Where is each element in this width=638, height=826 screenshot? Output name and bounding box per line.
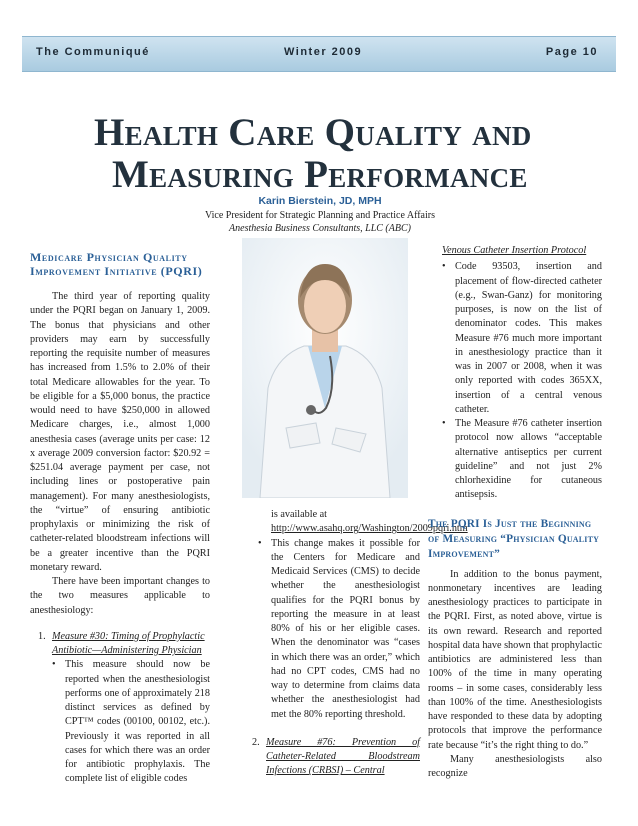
section-heading-pqri: Medicare Physician Quality Improvement Initiative (PQRI) bbox=[30, 250, 203, 278]
measure-30-title: Measure #30: Timing of Prophylactic Antibiotic—Administering Physician bbox=[52, 630, 205, 656]
page-number: Page 10 bbox=[545, 46, 598, 58]
doctor-photo bbox=[242, 238, 408, 498]
list-item: • Code 93503, insertion and placement of flow-directed catheter (e.g., Swan-Ganz) for monitoring purposes, is now on the list of denominator codes. This makes Measure #76 much more important in anesthesiology practice than it was in 2007 or 2008, when it was only reported with codes 365XX, insertion of a central venous catheter. bbox=[442, 260, 602, 417]
paragraph: The third year of reporting quality under the PQRI began on January 1, 2009. The bonus that physicians and other providers may earn by successfully reporting the requisite number of measures has increased from 1.5% to 2.0% of their total Medicare allowables for the year. To be eligible for a $5,000 bonus, the practice would need to have $250,000 in allowed Medicare charges, i.e., almost 1,000 anesthesia cases (average units per case: 12 x average 2009 conversion factor: $20.92 = $251.04 average payment per case, not including lines or postoperative pain management). For many anesthesiologists, the “virtue” of ensuring antibiotic prophylaxis or minimizing the risk of catheter-related bloodstream infections will be a greater incentive than the PQRI monetary reward. bbox=[30, 291, 210, 573]
section-heading-beginning: The PQRI Is Just the Beginning of Measuring “Physician Quality Improvement” bbox=[428, 517, 600, 560]
text: is available at bbox=[271, 509, 328, 520]
bullet-list bbox=[52, 658, 210, 786]
title-line-1: Health Care Quality and bbox=[94, 111, 532, 154]
author-role: Vice President for Strategic Planning and Practice Affairs bbox=[205, 210, 435, 221]
issue-date: Winter 2009 bbox=[284, 46, 363, 58]
list-item: • The Measure #76 catheter insertion protocol now allows “acceptable alternative antiseptics per current guideline” and not just 2% chlorhexidine for cutaneous antisepsis. bbox=[442, 417, 602, 503]
numbered-item-1 bbox=[38, 630, 210, 787]
author-company: Anesthesia Business Consultants, LLC (ABC) bbox=[229, 223, 411, 234]
paragraph bbox=[258, 508, 468, 537]
list-item: • This change makes it possible for the Centers for Medicare and Medicaid Services (CMS) to decide whether the anesthesiologist qualifies for the PQRI bonus by reporting the measure in at least 80% of his or her eligible cases. When the denominator was “cases in which there was an order,” which had no CPT codes, CMS had no way to determine from claims data whether the anesthesiologist had met the 80% reporting threshold. bbox=[258, 537, 420, 722]
column-1 bbox=[30, 250, 210, 787]
bullet-list bbox=[258, 537, 420, 722]
numbered-item-2 bbox=[252, 736, 420, 779]
pqri-link[interactable]: http://www.asahq.org/Washington/2009pqri.htm bbox=[271, 523, 468, 535]
bullet-list bbox=[428, 260, 602, 502]
author-name: Karin Bierstein, JD, MPH bbox=[258, 195, 382, 207]
column-3 bbox=[428, 244, 602, 781]
measure-76-title: Measure #76: Prevention of Catheter-Related Bloodstream Infections (CRBSI) – Central bbox=[266, 736, 420, 777]
item-number: 1. bbox=[38, 630, 46, 642]
list-item: • This measure should now be reported when the anesthesiologist performs one of approximately 218 distinct services as defined by CPT™ codes (00100, 00102, etc.). Previously it was reported in all cases for which there was an order for antibiotic prophylaxis. The complete list of eligible codes bbox=[52, 658, 210, 786]
paragraph: There have been important changes to the two measures applicable to anesthesiology: bbox=[30, 576, 210, 616]
running-header bbox=[22, 36, 616, 72]
column-2 bbox=[252, 508, 468, 779]
paragraph: Many anesthesiologists also recognize bbox=[428, 753, 602, 779]
title-line-2: Measuring Performance bbox=[112, 153, 528, 196]
newsletter-name: The Communiqué bbox=[36, 46, 150, 58]
article-title bbox=[94, 112, 574, 196]
protocol-subhead: Venous Catheter Insertion Protocol bbox=[442, 245, 587, 256]
paragraph: In addition to the bonus payment, nonmonetary incentives are leading anesthesiology practices to participate in the PQRI. First, as noted above, virtue is its own reward. Research and reported hospital data have shown that prophylactic antibiotics are administered less than 100% of the time in many operating rooms – in some cases, considerably less than 100% of the time. Anesthesiologists have responded to these data by adopting protocols that improve the performance rate because “it’s the right thing to do.” bbox=[428, 568, 602, 751]
item-number: 2. bbox=[252, 736, 260, 748]
